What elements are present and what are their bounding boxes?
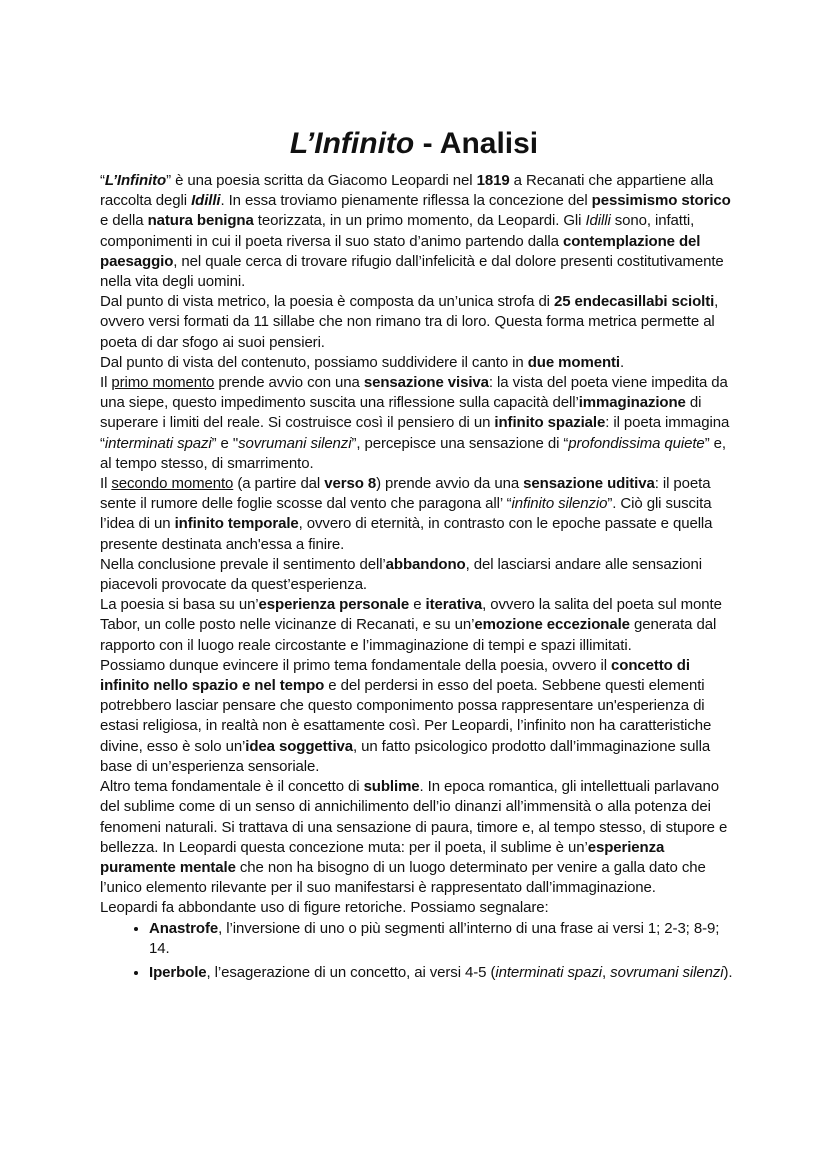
text-run: , l’esagerazione di un concetto, ai versi 4-5 ( (206, 963, 496, 981)
emphasized-text: sensazione uditiva (523, 475, 655, 493)
emphasized-text: sublime (363, 778, 420, 796)
text-run: ” è una poesia scritta da Giacomo Leopardi nel (166, 172, 477, 189)
paragraph (100, 555, 740, 595)
text-run: e del perdersi in esso del poeta. Sebbene questi elementi potrebbero lasciar pensare che questo componimento possa rappresentare un'esperienza di estasi religiosa, in realtà non è esattamente così. Per Leopardi, l’infinito non ha caratteristiche divine, esso è solo un’ (100, 677, 712, 755)
emphasized-text: esperienza personale (258, 596, 410, 614)
emphasized-text: immaginazione (578, 394, 686, 412)
emphasized-text: esperienza puramente mentale (100, 838, 665, 876)
text-run: , ovvero versi formati da 11 sillabe che non rimano tra di loro. Questa forma metrica permette al poeta di dar sfogo ai suoi pensieri. (100, 293, 719, 351)
emphasized-text: due momenti (527, 353, 620, 371)
list-item (149, 963, 740, 983)
text-run: a Recanati che appartiene alla raccolta degli (100, 172, 714, 210)
text-run: ” e, al tempo stesso, di smarrimento. (100, 434, 726, 472)
text-run: . In essa troviamo pienamente riflessa la concezione del (220, 192, 592, 210)
text-run: : il poeta sente il rumore delle foglie scosse dal vento che paragona all’ “ (100, 475, 711, 513)
text-run: . (619, 353, 625, 371)
paragraph (100, 595, 740, 656)
emphasized-text: natura benigna (147, 212, 254, 230)
emphasized-text: sovrumani silenzi (238, 434, 352, 452)
text-run: Il (100, 374, 112, 392)
text-run: Possiamo dunque evincere il primo tema fondamentale della poesia, ovvero il (100, 656, 612, 674)
text-run: ) prende avvio da una (376, 475, 524, 493)
title-italic-part: L’Infinito (289, 127, 415, 160)
text-run: ”. Ciò gli suscita l’idea di un (100, 495, 712, 533)
paragraph (100, 292, 740, 353)
paragraph (100, 898, 740, 918)
text-run: teorizzata, in un primo momento, da Leopardi. Gli (253, 212, 586, 230)
emphasized-text: emozione eccezionale (474, 616, 630, 634)
emphasized-text: Iperbole (149, 963, 207, 981)
emphasized-text: interminati spazi (495, 963, 603, 981)
paragraph (100, 353, 740, 373)
text-run: e della (100, 212, 148, 230)
text-run: “ (100, 172, 105, 189)
rhetorical-figures-list (100, 919, 740, 984)
emphasized-text: contemplazione del paesaggio (100, 232, 701, 270)
title-rest-part: - Analisi (414, 127, 539, 160)
page-title (0, 124, 828, 164)
paragraph (100, 656, 740, 777)
emphasized-text: secondo momento (111, 475, 234, 493)
text-run: . In epoca romantica, gli intellettuali parlavano del sublime come di un senso di annichilimento dell’io dinanzi all’immensità o alla potenza dei fenomeni naturali. Si trattava di una sensazione di paura, timore e, al tempo stesso, di stupore e bellezza. In Leopardi questa concezione muta: per il poeta, il sublime è un’ (100, 778, 728, 856)
emphasized-text: infinito silenzio (511, 495, 608, 513)
emphasized-text: primo momento (111, 374, 215, 392)
text-run: Altro tema fondamentale è il concetto di (100, 778, 364, 796)
emphasized-text: sovrumani silenzi (610, 963, 724, 981)
emphasized-text: 25 endecasillabi sciolti (553, 293, 715, 311)
text-run: Dal punto di vista del contenuto, possiamo suddividere il canto in (100, 353, 528, 371)
text-run: Leopardi fa abbondante uso di figure retoriche. Possiamo segnalare: (100, 899, 549, 917)
text-run: : il poeta immagina “ (100, 414, 730, 452)
emphasized-text: iterativa (425, 596, 483, 614)
text-run: ” e " (211, 434, 239, 452)
emphasized-text: Anastrofe (149, 919, 219, 937)
text-run: sono, infatti, componimenti in cui il poeta riversa il suo stato d’animo partendo dalla (100, 212, 695, 250)
emphasized-text: Idilli (585, 212, 611, 230)
text-run: di superare i limiti del reale. Si costruisce così il pensiero di un (100, 394, 702, 432)
text-run: , del lasciarsi andare alle sensazioni piacevoli provocate da quest’esperienza. (100, 555, 702, 594)
emphasized-text: infinito spaziale (494, 414, 606, 432)
emphasized-text: idea soggettiva (245, 737, 353, 755)
document-body (100, 171, 740, 987)
paragraph (100, 171, 740, 292)
text-run: : la vista del poeta viene impedita da una siepe, questo impedimento suscita una riflessione sulla capacità dell’ (100, 374, 728, 412)
text-run: generata dal rapporto con il luogo reale circostante e l’immaginazione di tempi e spazi illimitati. (100, 616, 717, 654)
paragraph (100, 373, 740, 474)
emphasized-text: sensazione visiva (363, 374, 489, 392)
text-run: Nella conclusione prevale il sentimento dell’ (100, 555, 386, 573)
list-item (149, 919, 740, 959)
text-run: , un fatto psicologico prodotto dall’immaginazione sulla base di un’esperienza sensoriale. (100, 737, 711, 775)
paragraph-list (100, 171, 740, 919)
text-run: , ovvero la salita del poeta sul monte Tabor, un colle posto nelle vicinanze di Recanati, e su un’ (100, 596, 722, 634)
emphasized-text: abbandono (385, 555, 466, 573)
text-run: e (409, 596, 426, 614)
text-run: La poesia si basa su un’ (100, 596, 259, 614)
text-run: Dal punto di vista metrico, la poesia è composta da un’unica strofa di (100, 293, 554, 311)
emphasized-text: profondissima quiete (568, 434, 705, 452)
paragraph (100, 474, 740, 555)
text-run: ). (723, 963, 733, 981)
text-run: che non ha bisogno di un luogo determinato per venire a galla dato che l’unico elemento rilevante per il suo manifestarsi è rappresentato dall’immaginazione. (100, 858, 706, 897)
text-run: Il (100, 475, 112, 493)
emphasized-text: verso 8 (324, 475, 377, 493)
emphasized-text: 1819 (476, 172, 510, 189)
paragraph (100, 777, 740, 898)
emphasized-text: L’Infinito (104, 172, 167, 189)
emphasized-text: interminati spazi (104, 434, 212, 452)
text-run: , l’inversione di uno o più segmenti all’interno di una frase ai versi 1; 2-3; 8-9; 14. (149, 919, 720, 957)
text-run: prende avvio con una (214, 374, 364, 392)
emphasized-text: pessimismo storico (591, 192, 731, 210)
text-run: , (602, 963, 611, 981)
text-run: , ovvero di eternità, in contrasto con le epoche passate e quella presente destinata anch'essa a finire. (100, 515, 713, 553)
text-run: (a partire dal (233, 475, 325, 493)
text-run: ”, percepisce una sensazione di “ (351, 434, 569, 452)
emphasized-text: concetto di infinito nello spazio e nel tempo (100, 656, 690, 695)
text-run: , nel quale cerca di trovare rifugio dall’infelicità e dal dolore presenti costitutivamente nella vita degli uomini. (100, 252, 724, 291)
emphasized-text: infinito temporale (174, 515, 299, 533)
emphasized-text: Idilli (191, 192, 221, 210)
